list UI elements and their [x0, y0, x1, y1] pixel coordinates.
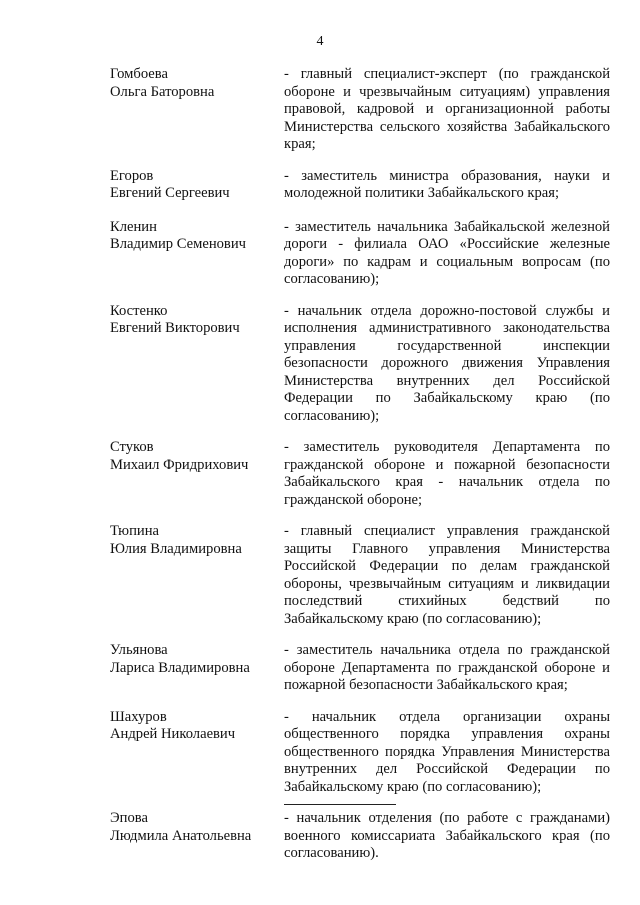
member-name — [110, 219, 284, 254]
member-entry — [110, 642, 610, 695]
member-first-names: Владимир Семенович — [110, 236, 246, 252]
member-role: - заместитель начальника отдела по гражданской обороне Департамента по гражданской обороне и пожарной безопасности Забайкальского края; — [284, 642, 610, 693]
member-first-names: Михаил Фридрихович — [110, 456, 249, 473]
member-entry — [110, 219, 610, 289]
member-entry — [110, 523, 610, 628]
member-first-names: Людмила Анатольевна — [110, 827, 252, 844]
member-last-name: Эпова — [110, 810, 148, 826]
member-first-names: Евгений Викторович — [110, 320, 240, 336]
member-name — [110, 168, 284, 203]
member-last-name: Стуков — [110, 439, 154, 455]
member-name — [110, 642, 284, 677]
member-last-name: Костенко — [110, 302, 168, 319]
member-role: - заместитель министра образования, науки и молодежной политики Забайкальского края; — [284, 167, 610, 201]
member-name — [110, 303, 284, 338]
member-role: - заместитель руководителя Департамента по гражданской обороне и пожарной безопасности Забайкальского края - начальник отдела по гражданской обороне; — [284, 439, 610, 508]
member-name — [110, 523, 284, 558]
closing-rule — [284, 804, 396, 805]
member-first-names: Андрей Николаевич — [110, 726, 236, 742]
member-role: - главный специалист управления гражданской защиты Главного управления Министерства Российской Федерации по делам гражданской обороны, чрезвычайным ситуациям и ликвидации последствий стихийных бедствий по Забайкальскому краю (по согласованию); — [284, 523, 610, 627]
member-role: - начальник отдела дорожно-постовой службы и исполнения административного законодательства управления государственной инспекции безопасности дорожного движения Управления Министерства внутренних дел Российской Федерации по Забайкальскому краю (по согласованию); — [284, 302, 610, 424]
member-last-name: Гомбоева — [110, 66, 168, 82]
member-last-name: Тюпина — [110, 523, 159, 539]
member-name — [110, 439, 284, 474]
member-entry — [110, 439, 610, 509]
member-last-name: Егоров — [110, 167, 154, 184]
member-entry — [110, 168, 610, 203]
member-role: - начальник отделения (по работе с гражданами) военного комиссариата Забайкальского края (по согласованию). — [284, 810, 610, 861]
member-first-names: Ольга Баторовна — [110, 83, 215, 100]
member-last-name: Шахуров — [110, 708, 167, 725]
member-name — [110, 810, 284, 845]
member-role: - главный специалист-эксперт (по гражданской обороне и чрезвычайным ситуациям) управления правовой, кадровой и организационной работы Министерства сельского хозяйства Забайкальского края; — [284, 66, 610, 152]
member-last-name: Кленин — [110, 218, 157, 235]
member-role: - заместитель начальника Забайкальской железной дороги - филиала ОАО «Российские железные дороги» по кадрам и социальным вопросам (по согласованию); — [284, 218, 610, 287]
member-first-names: Юлия Владимировна — [110, 540, 242, 557]
member-entry — [110, 303, 610, 426]
member-entry — [110, 709, 610, 797]
members-list — [110, 66, 610, 863]
member-first-names: Лариса Владимировна — [110, 659, 250, 676]
member-name — [110, 66, 284, 101]
member-first-names: Евгений Сергеевич — [110, 185, 230, 201]
member-role: - начальник отдела организации охраны общественного порядка управления охраны общественного порядка Управления Министерства внутренних дел Российской Федерации по Забайкальскому краю (по согласованию); — [284, 708, 610, 795]
member-name — [110, 709, 284, 744]
member-entry — [110, 810, 610, 863]
member-last-name: Ульянова — [110, 642, 168, 658]
member-entry — [110, 66, 610, 154]
page-number: 4 — [316, 34, 324, 49]
